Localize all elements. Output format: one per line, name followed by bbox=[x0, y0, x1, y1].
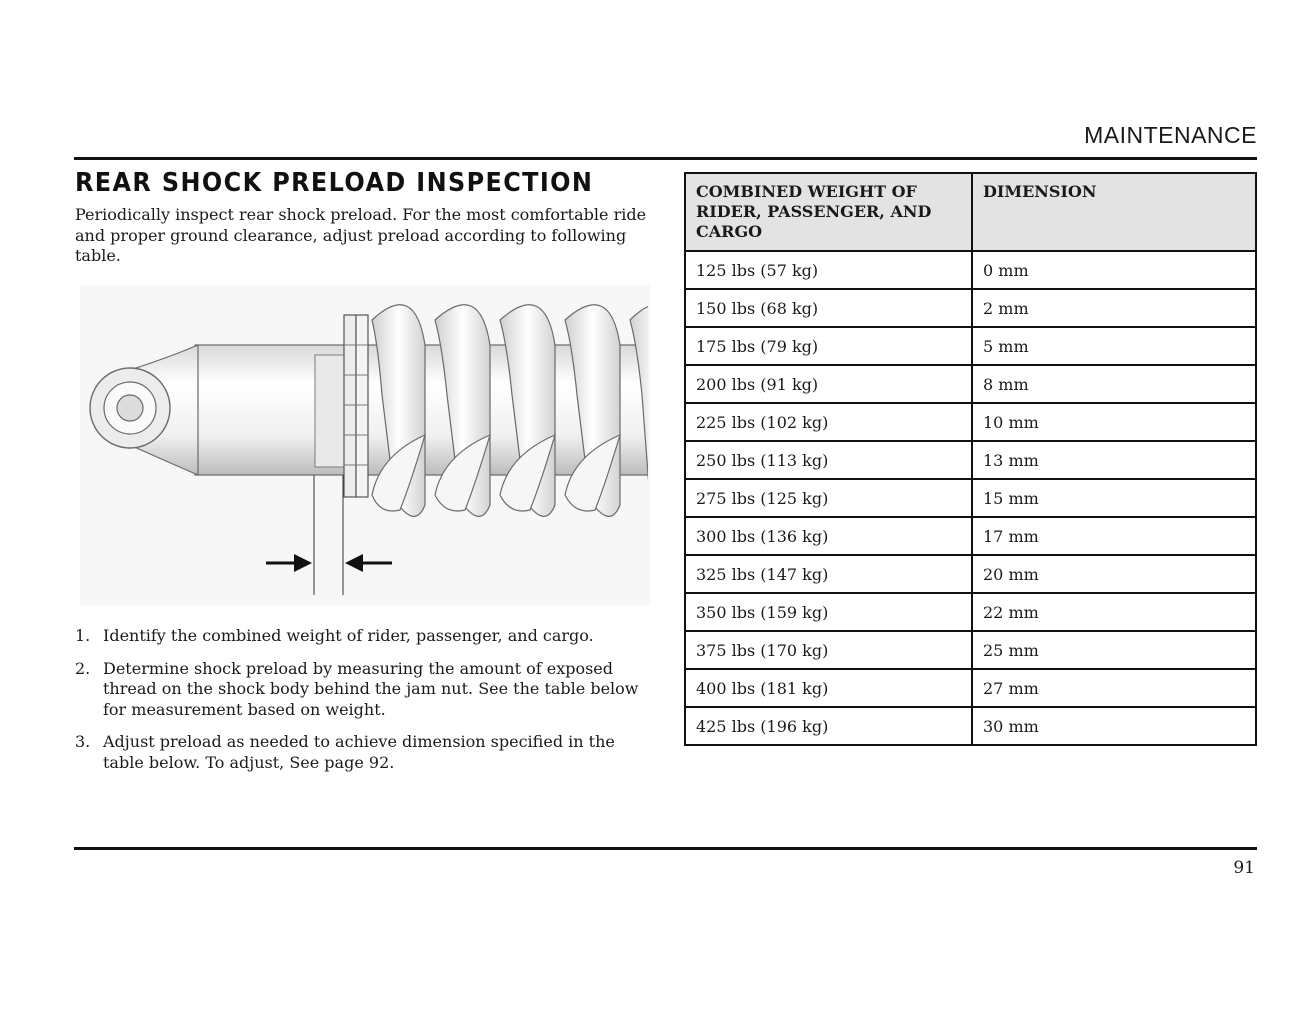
page-number: 91 bbox=[1233, 858, 1255, 878]
step-number: 3. bbox=[75, 732, 91, 751]
table-row bbox=[685, 669, 1256, 707]
step-text: Identify the combined weight of rider, passenger, and cargo. bbox=[103, 626, 594, 645]
header-dimension: DIMENSION bbox=[972, 173, 1256, 251]
dimension-cell: 30 mm bbox=[972, 707, 1256, 745]
weight-cell: 375 lbs (170 kg) bbox=[685, 631, 972, 669]
table-row bbox=[685, 555, 1256, 593]
table-row bbox=[685, 403, 1256, 441]
top-rule bbox=[74, 157, 1257, 160]
table-row bbox=[685, 479, 1256, 517]
weight-cell: 225 lbs (102 kg) bbox=[685, 403, 972, 441]
weight-cell: 425 lbs (196 kg) bbox=[685, 707, 972, 745]
dimension-cell: 20 mm bbox=[972, 555, 1256, 593]
step-item bbox=[75, 659, 655, 721]
instruction-steps bbox=[75, 626, 655, 785]
table-row bbox=[685, 289, 1256, 327]
dimension-cell: 5 mm bbox=[972, 327, 1256, 365]
dimension-cell: 10 mm bbox=[972, 403, 1256, 441]
step-text: Adjust preload as needed to achieve dimension specified in the table below. To adjust, See page 92. bbox=[103, 732, 615, 772]
weight-cell: 200 lbs (91 kg) bbox=[685, 365, 972, 403]
weight-cell: 275 lbs (125 kg) bbox=[685, 479, 972, 517]
step-number: 1. bbox=[75, 626, 91, 645]
preload-table bbox=[684, 172, 1257, 746]
dimension-cell: 0 mm bbox=[972, 251, 1256, 289]
table-row bbox=[685, 707, 1256, 745]
weight-cell: 125 lbs (57 kg) bbox=[685, 251, 972, 289]
weight-cell: 150 lbs (68 kg) bbox=[685, 289, 972, 327]
step-item bbox=[75, 732, 655, 773]
weight-cell: 325 lbs (147 kg) bbox=[685, 555, 972, 593]
step-item bbox=[75, 626, 655, 647]
table-header-row bbox=[685, 173, 1256, 251]
dimension-cell: 25 mm bbox=[972, 631, 1256, 669]
dimension-cell: 13 mm bbox=[972, 441, 1256, 479]
table-row bbox=[685, 327, 1256, 365]
dimension-cell: 22 mm bbox=[972, 593, 1256, 631]
weight-cell: 300 lbs (136 kg) bbox=[685, 517, 972, 555]
section-header: MAINTENANCE bbox=[1084, 122, 1257, 148]
rear-shock-illustration bbox=[80, 285, 650, 605]
table-row bbox=[685, 593, 1256, 631]
page-title: REAR SHOCK PRELOAD INSPECTION bbox=[75, 168, 594, 198]
dimension-cell: 8 mm bbox=[972, 365, 1256, 403]
weight-cell: 400 lbs (181 kg) bbox=[685, 669, 972, 707]
step-number: 2. bbox=[75, 658, 91, 678]
table-row bbox=[685, 251, 1256, 289]
table-row bbox=[685, 517, 1256, 555]
dimension-cell: 27 mm bbox=[972, 669, 1256, 707]
header-combined-weight: COMBINED WEIGHT OF RIDER, PASSENGER, AND CARGO bbox=[685, 173, 972, 251]
dimension-cell: 2 mm bbox=[972, 289, 1256, 327]
table-row bbox=[685, 365, 1256, 403]
table-row bbox=[685, 441, 1256, 479]
dimension-cell: 15 mm bbox=[972, 479, 1256, 517]
bottom-rule bbox=[74, 847, 1257, 850]
intro-paragraph: Periodically inspect rear shock preload. For the most comfortable ride and proper ground clearance, adjust preload according to following table. bbox=[75, 205, 647, 265]
dimension-cell: 17 mm bbox=[972, 517, 1256, 555]
weight-cell: 175 lbs (79 kg) bbox=[685, 327, 972, 365]
weight-cell: 350 lbs (159 kg) bbox=[685, 593, 972, 631]
table-row bbox=[685, 631, 1256, 669]
weight-cell: 250 lbs (113 kg) bbox=[685, 441, 972, 479]
step-text: Determine shock preload by measuring the amount of exposed thread on the shock body behind the jam nut. See the table below for measurement based on weight. bbox=[103, 658, 639, 719]
